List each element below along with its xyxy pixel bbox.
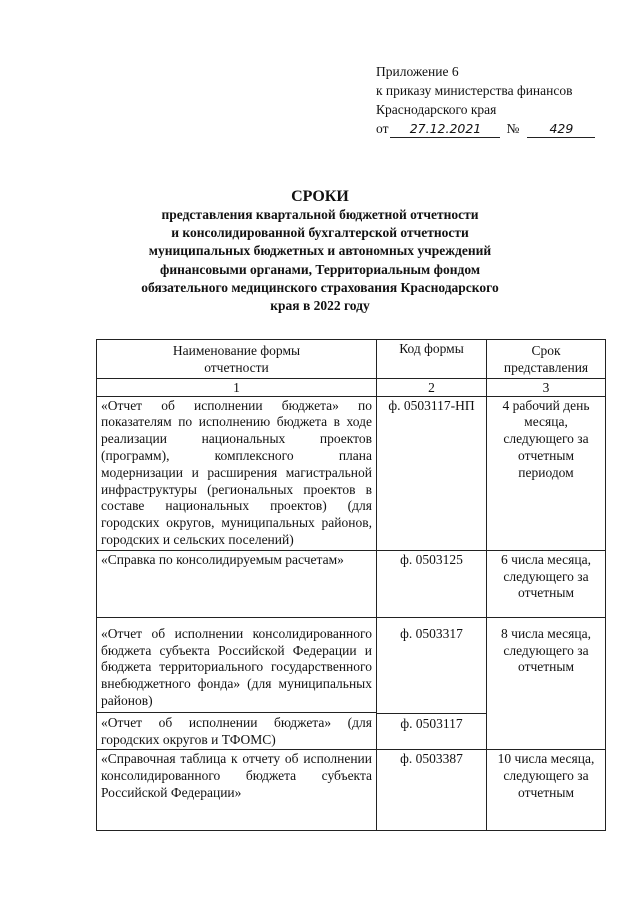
- table-row: [97, 750, 606, 831]
- form-name: «Справка по консолидируемым расчетам»: [97, 550, 377, 617]
- form-code: [377, 617, 487, 750]
- form-code: ф. 0503125: [377, 550, 487, 617]
- form-term: 6 числа месяца, следующего за отчетным: [487, 550, 606, 617]
- column-number: 1: [97, 378, 377, 396]
- form-code: ф. 0503387: [377, 750, 487, 831]
- document-subtitle: [80, 206, 560, 315]
- header-form-code: Код формы: [377, 340, 487, 379]
- subtitle-line: и консолидированной бухгалтерской отчетности: [171, 225, 469, 241]
- table-header-row: [97, 340, 606, 379]
- date-prefix: от: [376, 121, 389, 136]
- deadlines-table: [96, 339, 606, 831]
- column-number-row: [97, 378, 606, 396]
- column-number: 3: [487, 378, 606, 396]
- form-name: [97, 617, 377, 750]
- table-row: [97, 617, 606, 750]
- date-field: 27.12.2021: [390, 121, 500, 138]
- subtitle-line: муниципальных бюджетных и автономных учреждений: [148, 243, 492, 259]
- form-name: «Отчет об исполнении бюджета» по показателям по исполнению бюджета в ходе реализации национальных проектов (программ), комплексного плана модернизации и расширения магистральной инфраструктуры (региональных проектов в составе национальных проектов) (для городских округов, муниципальных районов, городских и сельских поселений): [97, 396, 377, 550]
- subtitle-line: края в 2022 году: [270, 298, 370, 314]
- subtitle-line: представления квартальной бюджетной отчетности: [161, 207, 479, 222]
- form-code-text: ф. 0503117: [377, 713, 486, 733]
- approval-line-order: к приказу министерства финансов: [376, 83, 573, 98]
- form-term: 4 рабочий день месяца, следующего за отчетным периодом: [487, 396, 606, 550]
- approval-line-appendix: Приложение 6: [376, 64, 459, 79]
- column-number: 2: [377, 378, 487, 396]
- header-form-name: Наименование формы отчетности: [97, 340, 377, 379]
- form-name: «Справочная таблица к отчету об исполнении консолидированного бюджета субъекта Российской Федерации»: [97, 750, 377, 831]
- header-term: Срок представления: [487, 340, 606, 379]
- form-name-text: «Отчет об исполнении консолидированного бюджета субъекта Российской Федерации и бюджета территориального государственного внебюджетного фонда» (для муниципальных районов): [101, 625, 372, 708]
- form-term: 8 числа месяца, следующего за отчетным: [487, 617, 606, 750]
- approval-line-region: Краснодарского края: [376, 102, 497, 117]
- document-title: СРОКИ: [291, 188, 349, 205]
- form-code-text: ф. 0503317: [400, 625, 463, 641]
- approval-block: [376, 62, 616, 138]
- form-term: 10 числа месяца, следующего за отчетным: [487, 750, 606, 831]
- table-row: [97, 550, 606, 617]
- number-field: 429: [527, 121, 595, 138]
- table-row: [97, 396, 606, 550]
- form-name-text: «Отчет об исполнении бюджета» (для городских округов и ТФОМС): [97, 712, 376, 749]
- approval-date-line: [376, 119, 616, 138]
- number-prefix: №: [506, 121, 520, 136]
- subtitle-line: финансовыми органами, Территориальным фондом: [159, 261, 481, 277]
- form-code: ф. 0503117-НП: [377, 396, 487, 550]
- subtitle-line: обязательного медицинского страхования Краснодарского: [141, 279, 499, 295]
